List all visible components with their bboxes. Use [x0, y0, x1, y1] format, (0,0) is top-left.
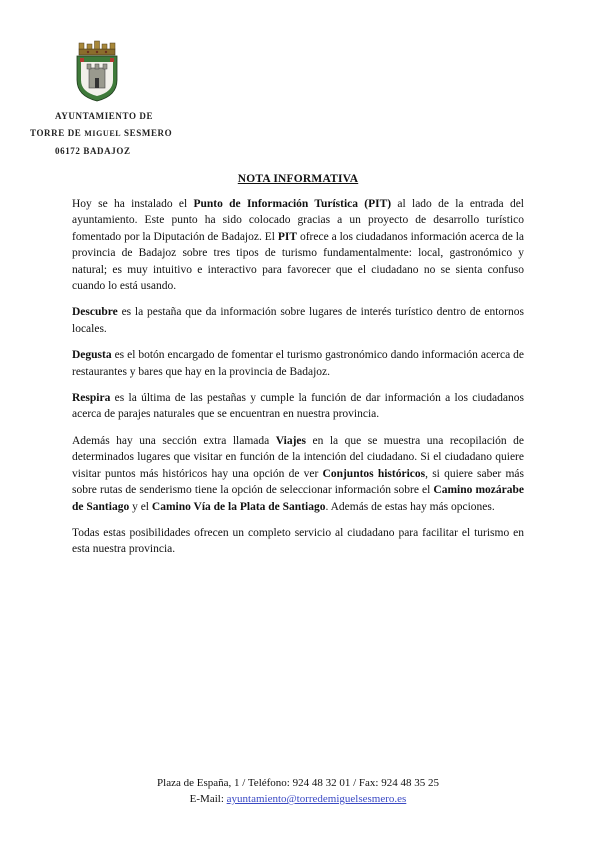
email-label: E-Mail:	[189, 793, 227, 805]
email-link[interactable]: ayuntamiento@torredemiguelsesmero.es	[226, 793, 407, 805]
text: es el botón encargado de fomentar el turismo gastronómico dando información acerca de restaurantes y bares que hay en la provincia de Badajoz.	[72, 349, 524, 378]
text: Todas estas posibilidades ofrecen un completo servicio al ciudadano para facilitar el turismo en esta nuestra provincia.	[72, 526, 524, 556]
footer	[0, 775, 596, 807]
text: es la pestaña que da información sobre lugares de interés turístico dentro de entornos locales.	[72, 306, 524, 335]
paragraph-intro	[72, 196, 524, 294]
document-body	[72, 196, 524, 568]
text: y el	[129, 500, 152, 513]
bold-text: Camino mozárabe de Santiago	[72, 484, 525, 513]
paragraph-viajes	[72, 433, 524, 515]
shield	[77, 56, 117, 101]
text: , si quiere saber más sobre rutas de senderismo tiene la opción de seleccionar información sobre el	[72, 467, 524, 497]
text: Hoy se ha instalado el	[72, 198, 194, 210]
paragraph-degusta	[72, 347, 524, 380]
paragraph-closing	[72, 525, 524, 558]
bold-text: Conjuntos históricos	[322, 467, 426, 480]
bold-text: Descubre	[72, 306, 118, 319]
bold-text: Punto de Información Turística (PIT)	[193, 198, 392, 210]
crown	[79, 41, 115, 55]
header-municipality-line2	[30, 128, 172, 138]
paragraph-descubre	[72, 304, 524, 337]
text: en la que se muestra una recopilación de determinados lugares que visitar en función de la intención del ciudadano. Si el ciudadano quiere visitar puntos más históricos hay una opción de ver	[72, 434, 524, 480]
bold-text: Degusta	[72, 349, 112, 362]
header-postal-address: 06172 BADAJOZ	[55, 146, 131, 156]
header-municipality-line1: AYUNTAMIENTO DE	[55, 111, 154, 121]
coat-of-arms-icon	[72, 40, 122, 102]
text: es la última de las pestañas y cumple la función de dar información a los ciudadanos acerca de parajes naturales que se encuentran en nuestra provincia.	[72, 392, 524, 421]
text: ofrece a los ciudadanos información acerca de la provincia de Badajoz sobre tres tipos de turismo fundamentalmente: local, gastronómico y natural; es muy intuitivo e interactivo para favorecer que el ciudadano no se sienta confuso cuando lo está usando.	[72, 230, 524, 293]
bold-text: Camino Vía de la Plata de Santiago	[151, 500, 326, 513]
document-title: NOTA INFORMATIVA	[237, 173, 359, 185]
footer-contact-line: Plaza de España, 1 / Teléfono: 924 48 32 01 / Fax: 924 48 35 25	[157, 777, 439, 789]
bold-text: Respira	[72, 392, 111, 405]
header-line2-part-a: TORRE DE	[30, 128, 85, 138]
paragraph-respira	[72, 390, 524, 423]
footer-email-line	[0, 791, 596, 807]
text: al lado de la entrada del ayuntamiento. Este punto ha sido colocado gracias a un proyecto de desarrollo turístico fomentado por la Diputación de Badajoz. El	[72, 198, 524, 243]
text: . Además de estas hay más opciones.	[325, 500, 495, 513]
header-line2-part-c: SESMERO	[121, 128, 173, 138]
bold-text: PIT	[277, 230, 298, 243]
header-line2-part-b: MIGUEL	[84, 129, 122, 138]
text: Además hay una sección extra llamada	[72, 434, 276, 447]
bold-text: Viajes	[275, 434, 306, 447]
